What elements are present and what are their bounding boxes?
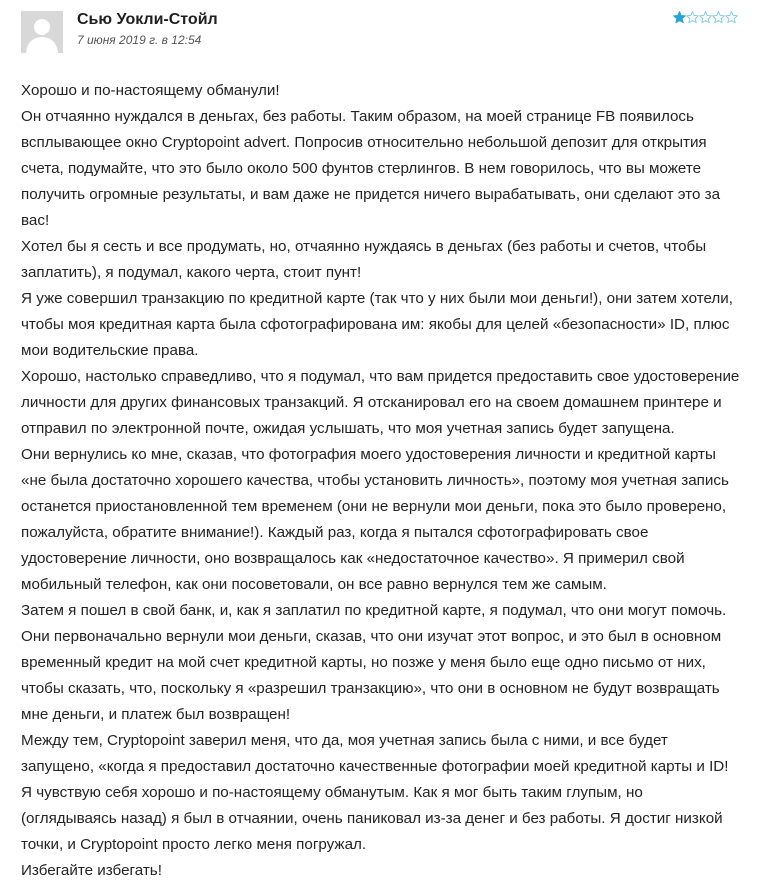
review-paragraph: Я чувствую себя хорошо и по-настоящему обманутым. Как я мог быть таким глупым, но (оглядываясь назад) я был в отчаянии, очень паниковал из-за денег и без работы. Я достиг низкой точки, и Cryptopoint просто легко меня погружал. [21, 784, 723, 853]
star-empty-icon [725, 11, 738, 24]
review-date: 7 июня 2019 г. в 12:54 [77, 33, 202, 47]
user-avatar-icon [21, 11, 63, 53]
star-rating [673, 11, 738, 24]
review-paragraph: Избегайте избегать! [21, 862, 162, 879]
star-empty-icon [699, 11, 712, 24]
star-filled-icon [673, 11, 686, 24]
review-paragraph: Затем я пошел в свой банк, и, как я заплатил по кредитной карте, я подумал, что они могут помочь. [21, 602, 727, 619]
review-paragraph: Хотел бы я сесть и все продумать, но, отчаянно нуждаясь в деньгах (без работы и счетов, чтобы заплатить), я подумал, какого черта, стоит пунт! [21, 238, 707, 281]
review-paragraph: Я уже совершил транзакцию по кредитной карте (так что у них были мои деньги!), они затем хотели, чтобы моя кредитная карта была сфотографирована им: якобы для целей «безопасности» ID, плюс мои водительские права. [21, 290, 734, 359]
star-empty-icon [686, 11, 699, 24]
review-paragraph: Хорошо, настолько справедливо, что я подумал, что вам придется предоставить свое удостоверение личности для других финансовых транзакций. Я отсканировал его на своем домашнем принтере и отправил по электронной почте, ожидая услышать, что моя учетная запись будет запущена. [21, 368, 740, 437]
author-name[interactable]: Сью Уокли-Стойл [77, 11, 218, 28]
review-paragraph: Он отчаянно нуждался в деньгах, без работы. Таким образом, на моей странице FB появилось всплывающее окно Cryptopoint advert. Попросив относительно небольшой депозит для открытия счета, подумайте, что это было около 500 фунтов стерлингов. В нем говорилось, что вы можете получить огромные результаты, и вам даже не придется ничего вырабатывать, они сделают это за вас! [21, 108, 721, 229]
review-paragraph: Хорошо и по-настоящему обманули! [21, 82, 280, 99]
review-body [21, 78, 741, 884]
avatar [21, 11, 63, 53]
star-empty-icon [712, 11, 725, 24]
review-paragraph: Между тем, Cryptopoint заверил меня, что да, моя учетная запись была с ними, и все будет запущено, «когда я предоставил достаточно качественные фотографии моей кредитной карты и ID! [21, 732, 729, 775]
review-paragraph: Они вернулись ко мне, сказав, что фотография моего удостоверения личности и кредитной карты «не была достаточно хорошего качества, чтобы установить личность», поэтому моя учетная запись останется приостановленной тем временем (они не вернули мои деньги, пока это было проверено, пожалуйста, обратите внимание!). Каждый раз, когда я пытался сфотографировать свое удостоверение личности, оно возвращалось как «недостаточное качество». Я примерил свой мобильный телефон, как они посоветовали, он все равно вернулся тем же самым. [21, 446, 729, 593]
review-paragraph: Они первоначально вернули мои деньги, сказав, что они изучат этот вопрос, и это был в основном временный кредит на мой счет кредитной карты, но позже у меня было еще одно письмо от них, чтобы сказать, что, поскольку я «разрешил транзакцию», что они в основном не будут возвращать мне деньги, и платеж был возвращен! [21, 628, 722, 723]
